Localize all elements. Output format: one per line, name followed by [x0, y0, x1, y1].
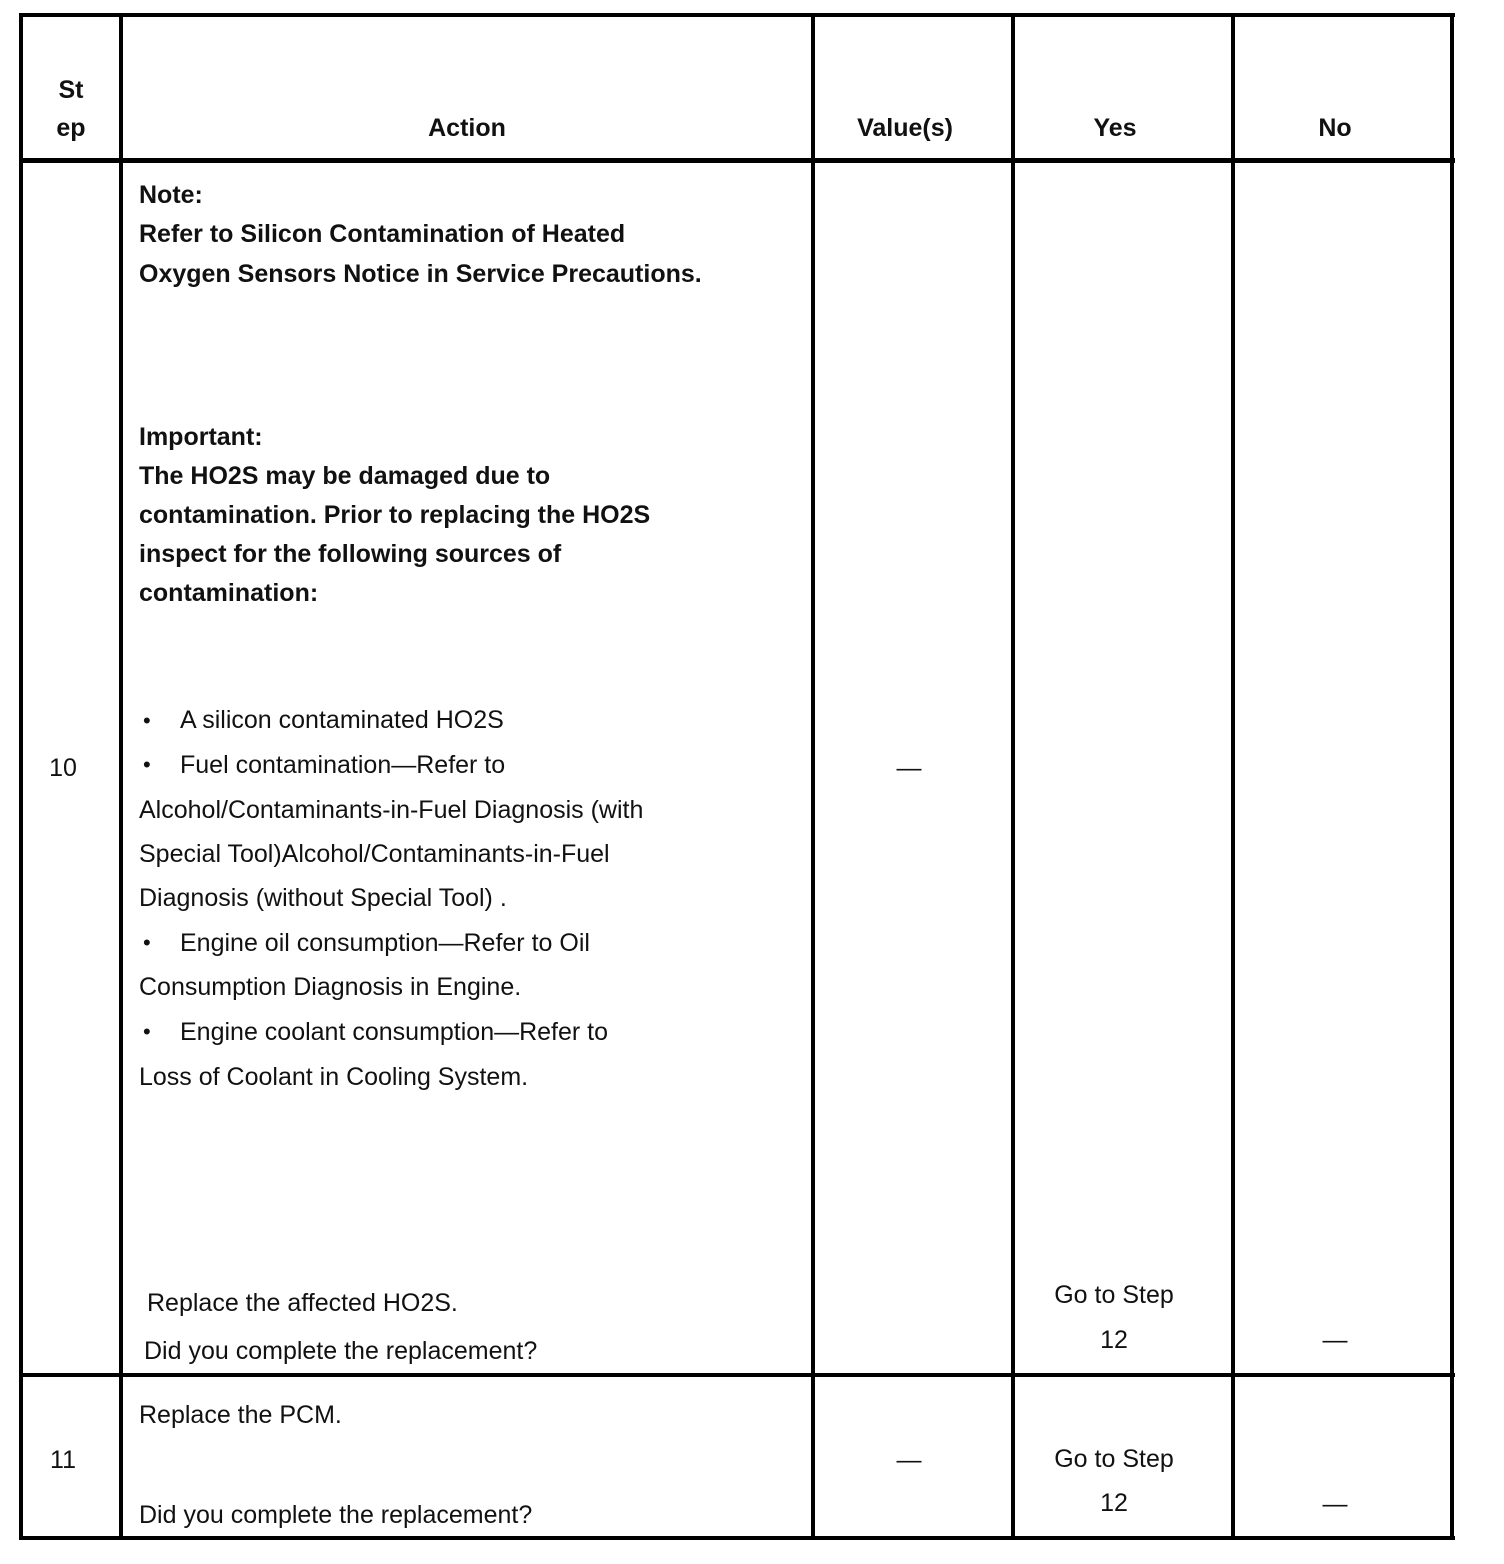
header-values: Value(s) — [857, 114, 953, 142]
step-10: 10 — [49, 754, 77, 782]
important-text-3: inspect for the following sources of — [139, 540, 562, 568]
bullet-2-line4: Diagnosis (without Special Tool) . — [139, 884, 507, 912]
header-yes: Yes — [1093, 114, 1137, 142]
important-text-2: contamination. Prior to replacing the HO2S — [139, 501, 651, 529]
bullet-dot: • — [143, 930, 151, 955]
important-text-1: The HO2S may be damaged due to — [139, 462, 551, 490]
value-10: — — [896, 754, 922, 782]
bullet-dot: • — [143, 752, 151, 777]
note-text-1: Refer to Silicon Contamination of Heated — [139, 220, 626, 248]
header-bottom-border — [19, 158, 1455, 163]
col-divider-value — [1011, 13, 1015, 1540]
bullet-4-line2: Loss of Coolant in Cooling System. — [139, 1063, 529, 1091]
header-step — [23, 76, 119, 143]
action-replace-pcm: Replace the PCM. — [139, 1401, 342, 1429]
action-replace-ho2s: Replace the affected HO2S. — [147, 1289, 458, 1317]
table-right-border — [1450, 13, 1454, 1540]
yes-10-line1: Go to Step — [1054, 1281, 1174, 1309]
no-11: — — [1322, 1490, 1348, 1518]
header-action: Action — [428, 114, 506, 142]
bullet-3-line2: Consumption Diagnosis in Engine. — [139, 973, 522, 1001]
bullet-4-line1: Engine coolant consumption—Refer to — [180, 1018, 609, 1046]
header-step-line2: ep — [56, 114, 86, 142]
step-11: 11 — [50, 1446, 76, 1474]
bullet-2-line2: Alcohol/Contaminants-in-Fuel Diagnosis (with — [139, 796, 644, 824]
yes-11-line2: 12 — [1100, 1489, 1128, 1517]
bullet-dot: • — [143, 1019, 151, 1044]
header-no: No — [1318, 114, 1352, 142]
important-text-4: contamination: — [139, 579, 319, 607]
col-divider-step — [119, 13, 123, 1540]
bullet-3-line1: Engine oil consumption—Refer to Oil — [180, 929, 590, 957]
note-label: Note: — [139, 181, 203, 209]
yes-11-line1: Go to Step — [1054, 1445, 1174, 1473]
important-label: Important: — [139, 423, 263, 451]
no-10: — — [1322, 1326, 1348, 1354]
table-top-border — [19, 13, 1455, 17]
value-11: — — [896, 1446, 922, 1474]
yes-10-line2: 12 — [1100, 1326, 1128, 1354]
col-divider-yes — [1231, 13, 1235, 1540]
bullet-2-line3: Special Tool)Alcohol/Contaminants-in-Fuel — [139, 840, 610, 868]
header-step-line1: St — [58, 76, 84, 104]
note-text-2: Oxygen Sensors Notice in Service Precautions. — [139, 260, 702, 288]
bullet-dot: • — [143, 708, 151, 733]
action-question: Did you complete the replacement? — [144, 1337, 538, 1365]
bullet-1: A silicon contaminated HO2S — [180, 706, 504, 734]
action-question: Did you complete the replacement? — [139, 1501, 533, 1529]
bullet-2-line1: Fuel contamination—Refer to — [180, 751, 506, 779]
row-divider — [19, 1373, 1455, 1377]
table-bottom-border — [19, 1536, 1455, 1540]
